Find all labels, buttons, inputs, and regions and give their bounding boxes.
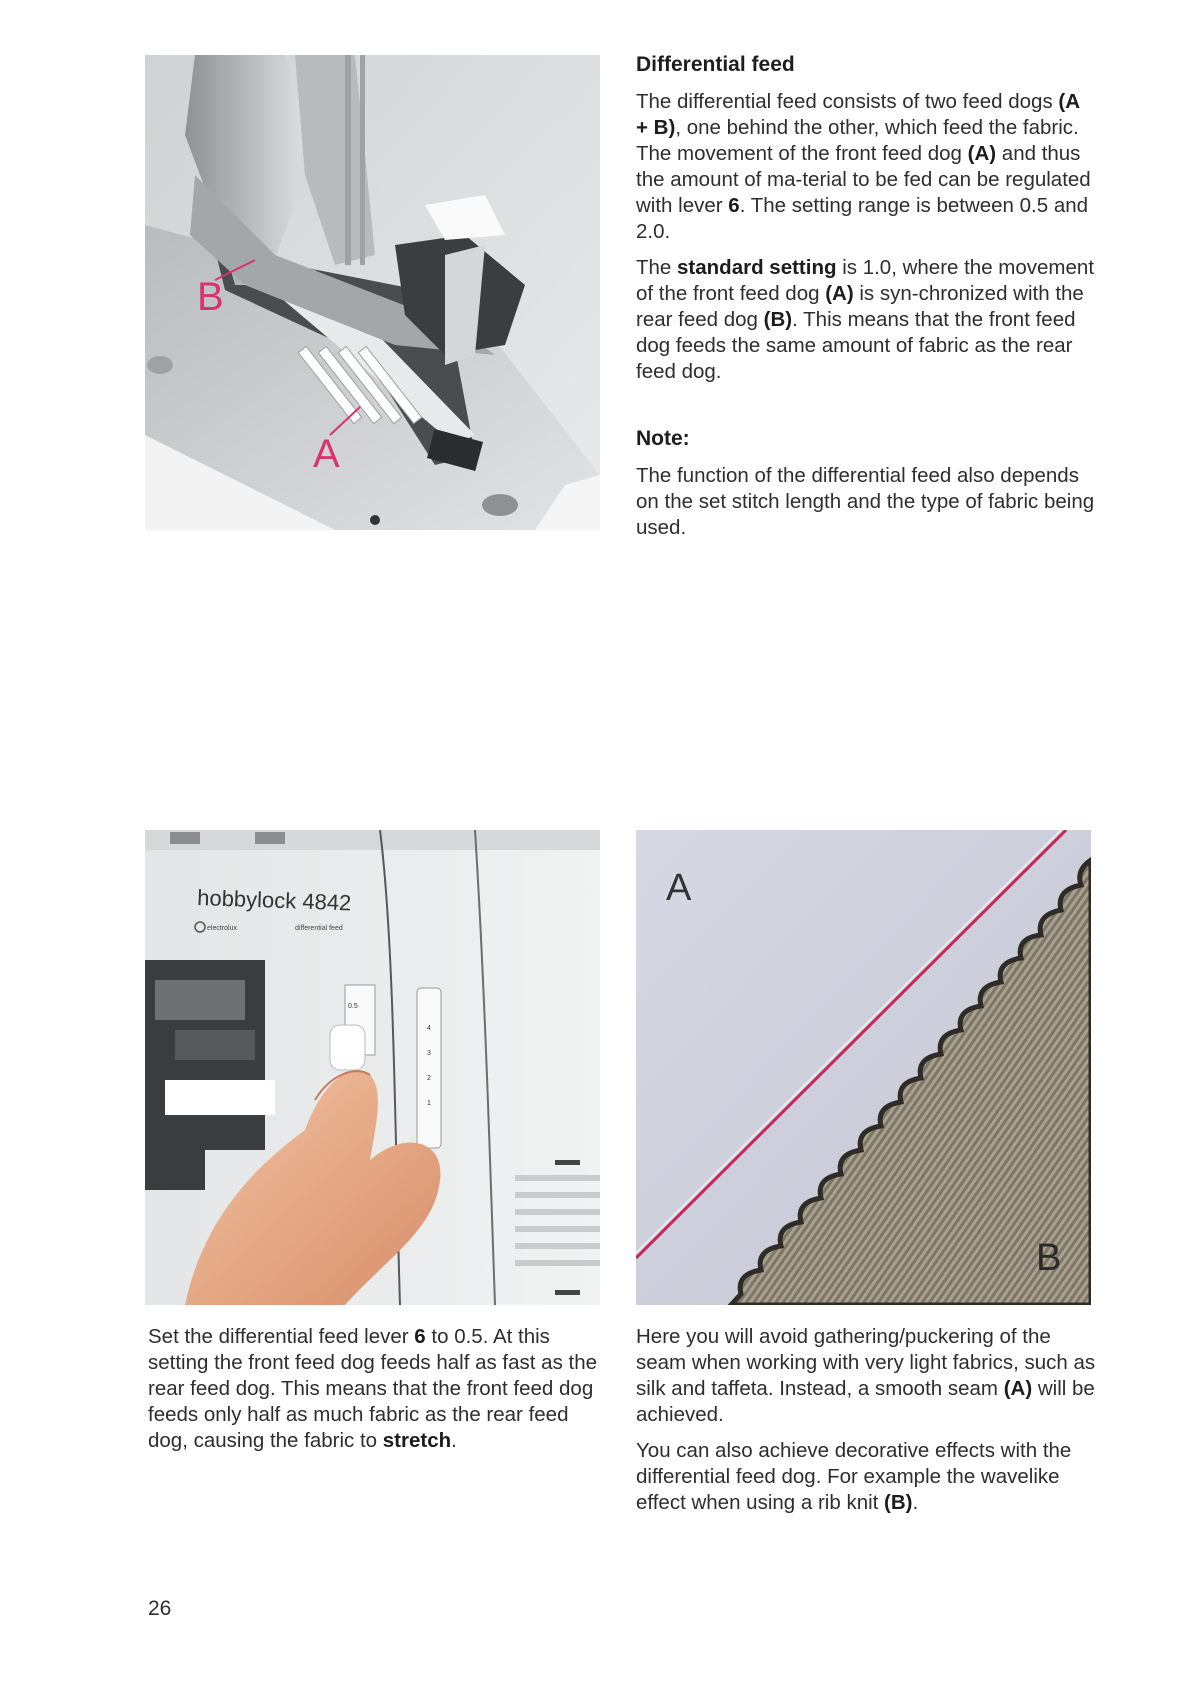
- text-run: and thus the amount of ma-terial to be fed can be regulated with lever: [636, 142, 1091, 217]
- note-title: Note:: [636, 427, 690, 450]
- caption-right-paragraph-2: [636, 1438, 1096, 1516]
- text-run: The: [636, 256, 678, 279]
- seam-label-a: A: [666, 867, 692, 909]
- text-run: .: [451, 1429, 457, 1452]
- note-block: [636, 427, 1096, 541]
- text-run: Here you will avoid gathering/puckering of the seam when working with very light fabrics, such as silk and taffeta. Instead, a smooth seam: [636, 1325, 1096, 1400]
- section-paragraph-1: [636, 89, 1096, 245]
- bold-run: (A): [967, 142, 997, 165]
- text-run: . The setting range is between 0.5 and 2.0.: [636, 194, 1089, 243]
- bold-run: (B): [884, 1491, 913, 1514]
- text-run: to 0.5. At this setting the front feed dog feeds half as fast as the rear feed dog. This means that the front feed dog feeds only half as much fabric as the rear feed dog, causing the fabric to: [148, 1325, 598, 1452]
- bold-run: (A + B): [636, 90, 1080, 139]
- differential-feed-section: [636, 53, 1096, 385]
- section-title: Differential feed: [636, 53, 795, 76]
- seam-label-b: B: [1036, 1237, 1062, 1279]
- text-run: .: [912, 1491, 919, 1514]
- scale-mark-1: 1: [427, 1100, 431, 1107]
- bold-run: standard setting: [677, 256, 837, 279]
- bold-run: 6: [414, 1325, 426, 1348]
- scale-mark-4: 4: [427, 1025, 431, 1032]
- text-run: . This means that the front feed dog feeds the same amount of fabric as the rear feed dog.: [636, 308, 1076, 383]
- section-paragraph-2: [636, 255, 1096, 385]
- feed-dog-label-b: B: [197, 275, 224, 319]
- page-number: 26: [148, 1597, 172, 1620]
- caption-right-paragraph-1: [636, 1324, 1096, 1428]
- bold-run: 6: [728, 194, 740, 217]
- scale-mark-2: 2: [427, 1075, 431, 1082]
- text-run: is 1.0, where the movement of the front feed dog: [636, 256, 1095, 305]
- machine-maker: electrolux: [207, 925, 237, 932]
- text-run: The differential feed consists of two feed dogs: [636, 90, 1059, 113]
- caption-left-text: [148, 1324, 600, 1454]
- bold-run: stretch: [382, 1429, 452, 1452]
- scale-mark-05: 0.5: [348, 1003, 358, 1010]
- feed-dogs-photo: [145, 55, 600, 530]
- bold-run: (A): [1003, 1377, 1033, 1400]
- bold-run: (B): [763, 308, 793, 331]
- seam-comparison-photo: [636, 830, 1091, 1305]
- note-text: The function of the differential feed also depends on the set stitch length and the type of fabric being used.: [636, 464, 1095, 539]
- caption-lever-setting: [148, 1324, 600, 1454]
- lever-setting-photo: [145, 830, 600, 1305]
- text-run: is syn-chronized with the rear feed dog: [636, 282, 1084, 331]
- machine-feature: differential feed: [295, 925, 343, 932]
- scale-mark-3: 3: [427, 1050, 431, 1057]
- text-run: will be achieved.: [636, 1377, 1095, 1426]
- bold-run: (A): [825, 282, 854, 305]
- text-run: You can also achieve decorative effects with the differential feed dog. For example the wavelike effect when using a rib knit: [636, 1439, 1072, 1514]
- text-run: , one behind the other, which feed the fabric. The movement of the front feed dog: [636, 116, 1079, 165]
- feed-dog-label-a: A: [313, 432, 340, 476]
- machine-brand: hobbylock 4842: [196, 885, 352, 916]
- text-run: Set the differential feed lever: [148, 1325, 415, 1348]
- caption-seam-effects: [636, 1324, 1096, 1516]
